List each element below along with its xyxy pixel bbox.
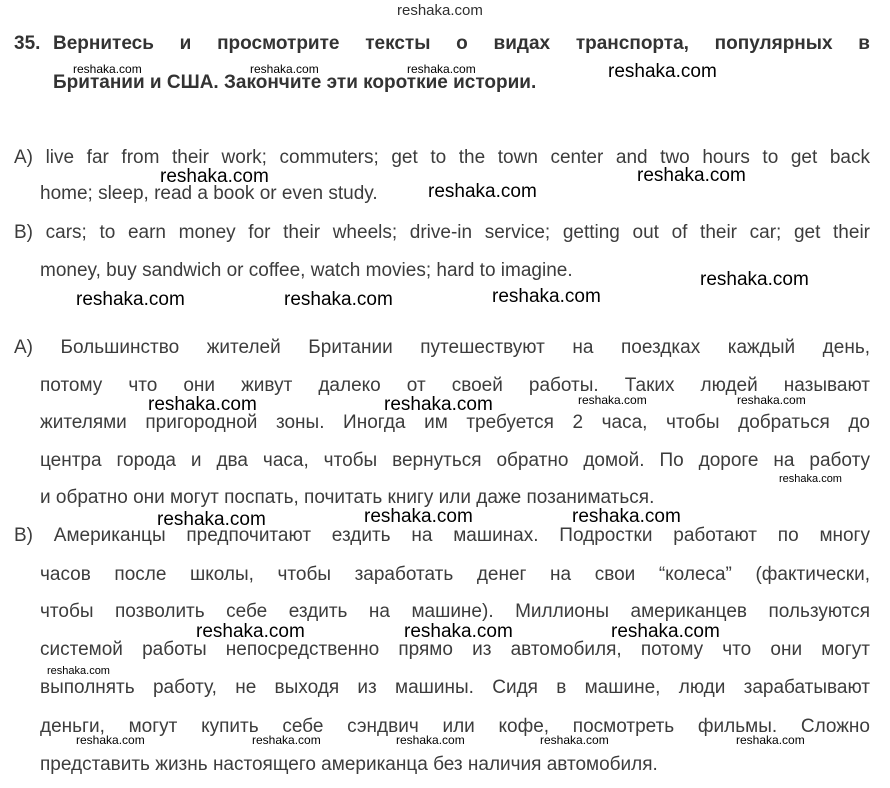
watermark: reshaka.com — [428, 181, 537, 202]
watermark: reshaka.com — [160, 166, 269, 187]
story-a-line-4: центра города и два часа, чтобы вернуться обратно домой. По дороге на работу — [40, 450, 870, 471]
story-b-line-5: выполнять работу, не выходя из машины. Сидя в машине, люди зарабатывают — [40, 677, 870, 698]
note-a-line-2: home; sleep, read a book or even study. — [40, 183, 378, 204]
exercise-title-line-1: Вернитесь и просмотрите тексты о видах транспорта, популярных в — [53, 33, 870, 54]
watermark: reshaka.com — [608, 61, 717, 82]
exercise-title-line-2: Британии и США. Закончите эти короткие истории. — [53, 72, 537, 93]
note-b-line-2: money, buy sandwich or coffee, watch movies; hard to imagine. — [40, 260, 573, 281]
watermark: reshaka.com — [47, 665, 110, 677]
story-b-line-1: B) Американцы предпочитают ездить на машинах. Подростки работают по многу — [14, 525, 870, 546]
watermark: reshaka.com — [779, 473, 842, 485]
story-a-line-1: A) Большинство жителей Британии путешествуют на поездках каждый день, — [14, 337, 870, 358]
watermark: reshaka.com — [540, 733, 609, 747]
story-b-line-3: чтобы позволить себе ездить на машине). Миллионы американцев пользуются — [40, 601, 870, 622]
watermark: reshaka.com — [76, 289, 185, 310]
watermark: reshaka.com — [73, 62, 142, 76]
story-b-line-2: часов после школы, чтобы заработать денег на свои “колеса” (фактически, — [40, 564, 870, 585]
story-a-line-5: и обратно они могут поспать, почитать книгу или даже позаниматься. — [40, 487, 655, 508]
story-b-line-7: представить жизнь настоящего американца без наличия автомобиля. — [40, 754, 658, 775]
watermark: reshaka.com — [578, 393, 647, 407]
watermark: reshaka.com — [397, 2, 483, 19]
watermark: reshaka.com — [407, 62, 476, 76]
watermark: reshaka.com — [284, 289, 393, 310]
watermark: reshaka.com — [148, 394, 257, 415]
watermark: reshaka.com — [492, 286, 601, 307]
watermark: reshaka.com — [157, 509, 266, 530]
watermark: reshaka.com — [196, 621, 305, 642]
watermark: reshaka.com — [737, 393, 806, 407]
watermark: reshaka.com — [396, 733, 465, 747]
watermark: reshaka.com — [250, 62, 319, 76]
note-b-line-1: B) cars; to earn money for their wheels; drive-in service; getting out of their car; get their — [14, 222, 870, 243]
watermark: reshaka.com — [637, 165, 746, 186]
story-a-line-2: потому что они живут далеко от своей работы. Таких людей называют — [40, 375, 870, 396]
story-b-line-6: деньги, могут купить себе сэндвич или кофе, посмотреть фильмы. Сложно — [40, 716, 870, 737]
note-a-line-1: A) live far from their work; commuters; get to the town center and two hours to get back — [14, 147, 870, 168]
watermark: reshaka.com — [384, 394, 493, 415]
watermark: reshaka.com — [611, 621, 720, 642]
watermark: reshaka.com — [76, 733, 145, 747]
watermark: reshaka.com — [736, 733, 805, 747]
watermark: reshaka.com — [700, 269, 809, 290]
story-b-line-4: системой работы непосредственно прямо из автомобиля, потому что они могут — [40, 639, 870, 660]
exercise-number: 35. — [14, 33, 41, 54]
watermark: reshaka.com — [404, 621, 513, 642]
story-a-line-3: жителями пригородной зоны. Иногда им требуется 2 часа, чтобы добраться до — [40, 412, 870, 433]
watermark: reshaka.com — [572, 506, 681, 527]
watermark: reshaka.com — [252, 733, 321, 747]
watermark: reshaka.com — [364, 506, 473, 527]
